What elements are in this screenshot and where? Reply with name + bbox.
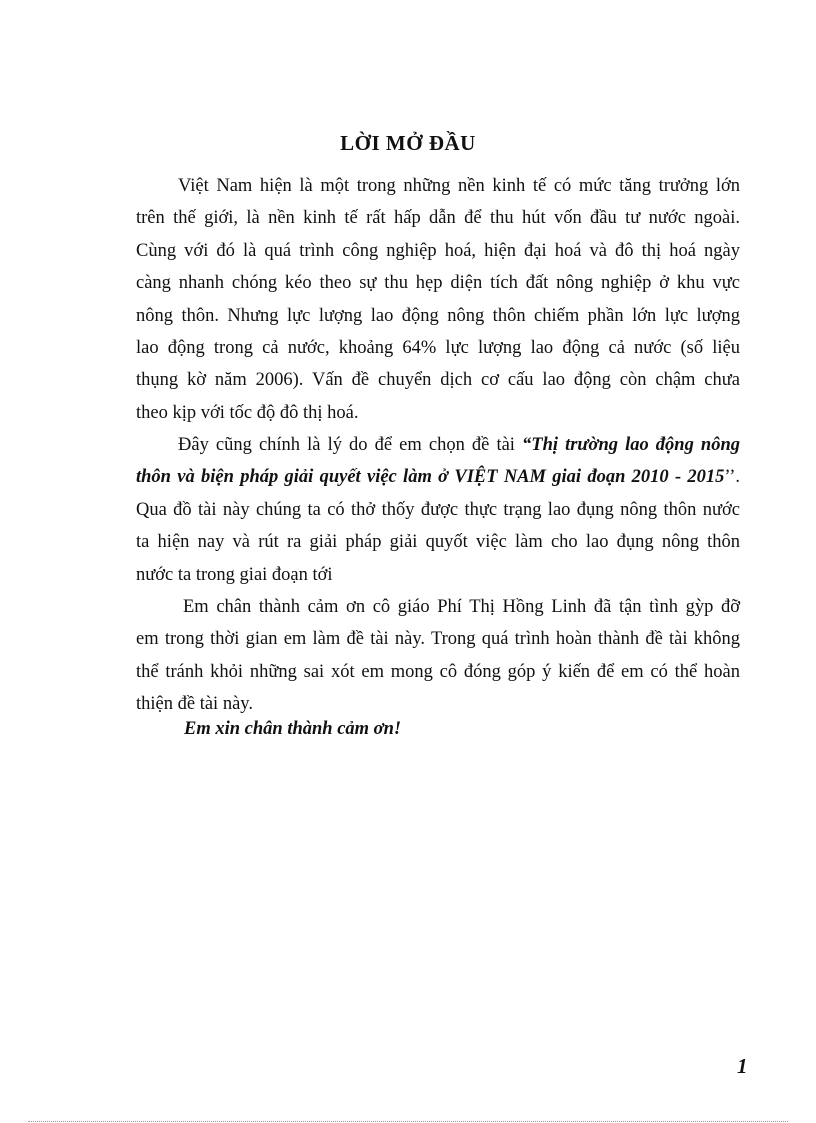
topic-title-line2: thôn và biện pháp giải quyết việc làm ở VIỆT NAM giai đoạn 2010 - 2015 <box>136 467 725 488</box>
paragraph-line: nước ta trong giai đoạn tới <box>136 564 333 585</box>
paragraph-line: thiện đề tài này. <box>136 694 253 715</box>
paragraph-line: trên thế giới, là nền kinh tế rất hấp dẫn để thu hút vốn đầu tư nước ngoài. <box>136 208 740 229</box>
paragraph-line: thể tránh khỏi những sai xót em mong cô đóng góp ý kiến để em có thể hoàn <box>136 661 740 682</box>
paragraph-line: Việt Nam hiện là một trong những nền kinh tế có mức tăng trưởng lớn <box>178 176 740 196</box>
topic-quote-open: “ <box>522 435 532 455</box>
paragraph-line: thụng kờ năm 2006). Vấn đề chuyển dịch cơ cấu lao động còn chậm chưa <box>136 370 740 391</box>
thanks-paragraph <box>136 591 740 721</box>
paragraph-line: nông thôn. Nhưng lực lượng lao động nông thôn chiếm phần lớn lực lượng <box>136 305 740 326</box>
paragraph-line: Em chân thành cảm ơn cô giáo Phí Thị Hồng Linh đã tận tình gỳp đỡ <box>183 597 740 617</box>
topic-title-line1: Thị trường lao động nông <box>531 435 740 455</box>
topic-paragraph <box>136 429 740 591</box>
footer-divider <box>28 1121 788 1122</box>
paragraph-line <box>136 429 740 461</box>
paragraph-line <box>136 461 740 493</box>
page-title: LỜI MỞ ĐẦU <box>340 131 476 155</box>
paragraph-line: em trong thời gian em làm đề tài này. Trong quá trình hoàn thành đề tài không <box>136 629 740 650</box>
paragraph-line: theo kịp với tốc độ đô thị hoá. <box>136 402 359 423</box>
paragraph-line: Cùng với đó là quá trình công nghiệp hoá, hiện đại hoá và đô thị hoá ngày <box>136 240 740 261</box>
paragraph-line: càng nhanh chóng kéo theo sự thu hẹp diện tích đất nông nghiệp ở khu vực <box>136 273 740 294</box>
topic-quote-close: ’’. <box>724 467 740 488</box>
paragraph-line: Qua đồ tài này chúng ta có thở thốy được thực trạng lao đụng nông thôn nước <box>136 499 740 520</box>
page-number: 1 <box>737 1054 748 1078</box>
topic-intro-text: Đây cũng chính là lý do để em chọn đề tài <box>178 435 523 455</box>
closing-line: Em xin chân thành cảm ơn! <box>184 719 402 739</box>
intro-paragraph <box>136 170 740 429</box>
paragraph-line: ta hiện nay và rút ra giải pháp giải quyốt việc làm cho lao đụng nông thôn <box>136 532 740 553</box>
paragraph-line: lao động trong cả nước, khoảng 64% lực lượng lao động cả nước (số liệu <box>136 337 740 358</box>
